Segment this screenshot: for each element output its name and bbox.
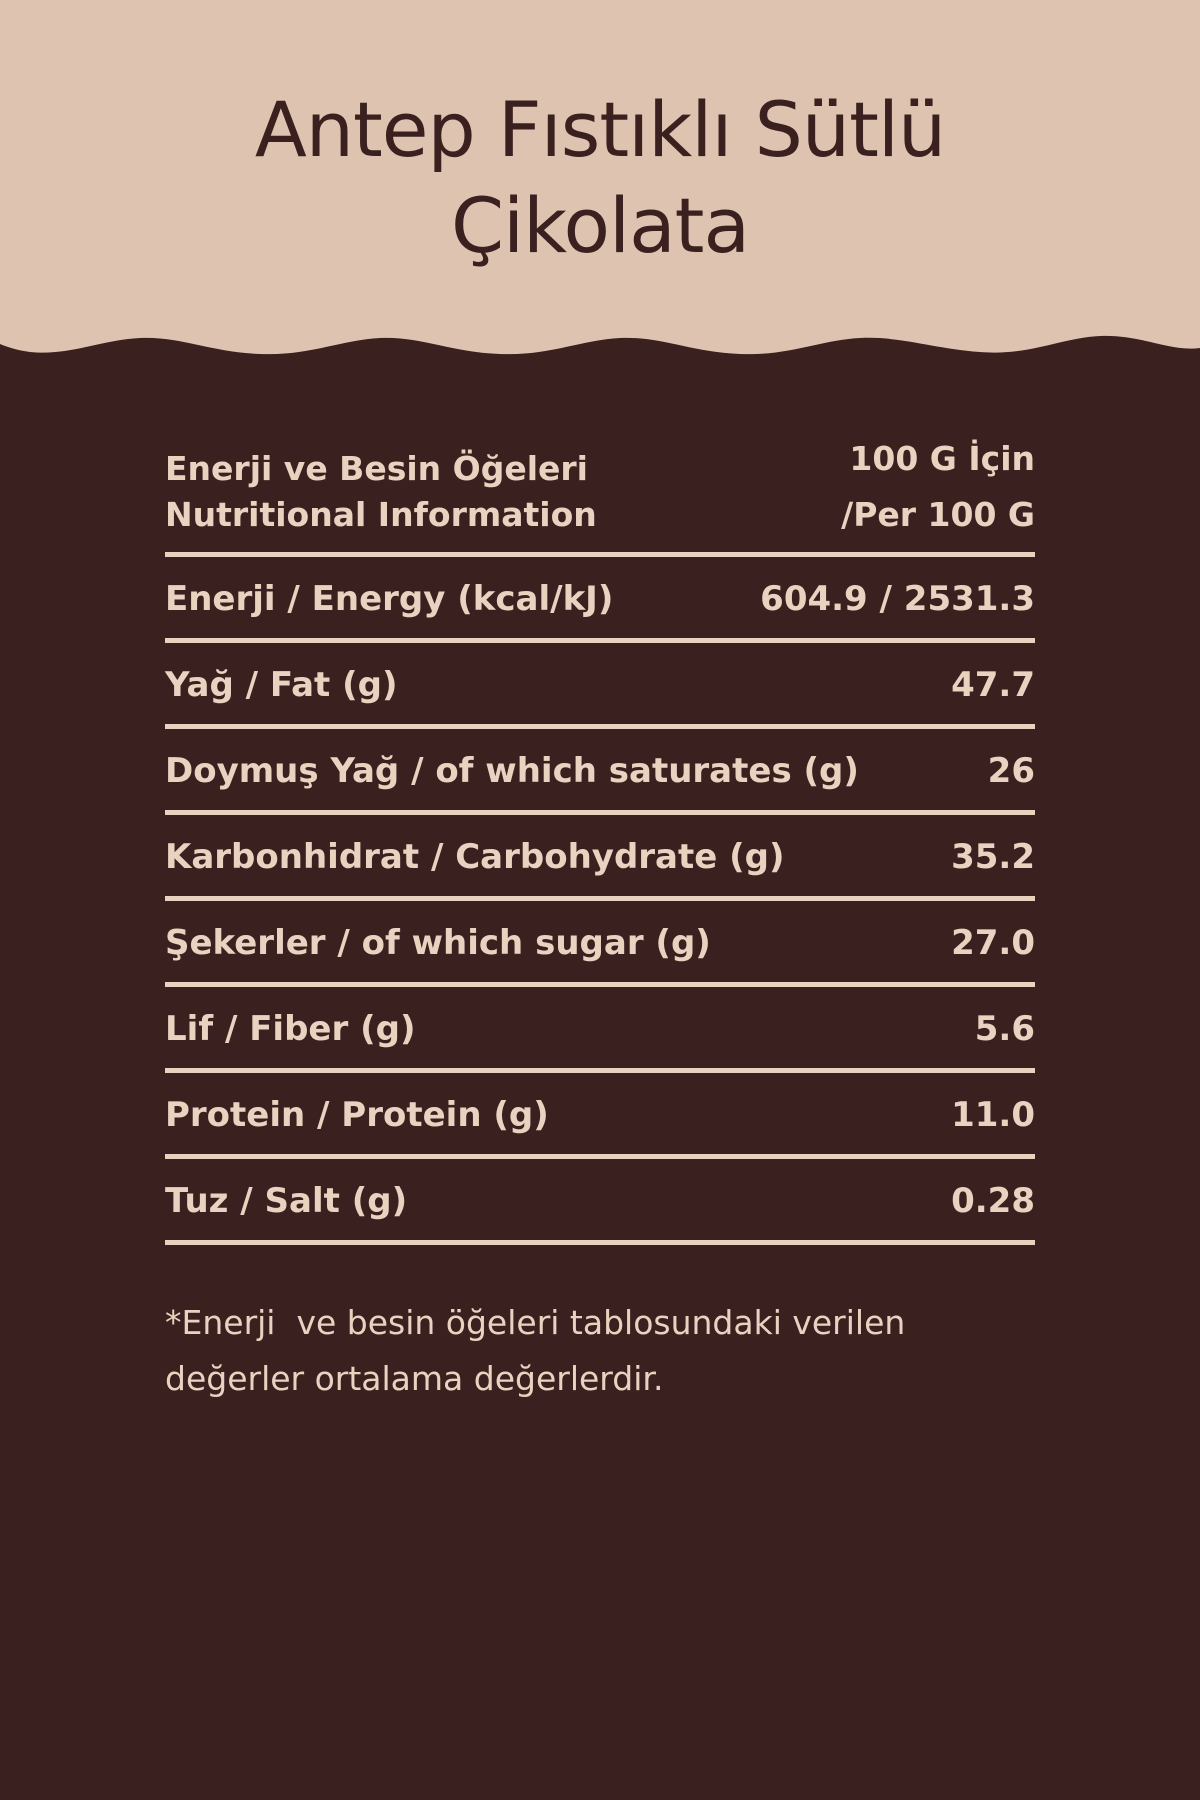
row-value: 11.0 xyxy=(951,1094,1035,1135)
table-row-salt xyxy=(165,1159,1035,1245)
header xyxy=(0,0,1200,380)
page-title xyxy=(0,82,1200,274)
nutrition-table xyxy=(165,440,1035,1245)
header-left xyxy=(165,446,597,538)
table-row-energy xyxy=(165,557,1035,643)
table-row-carbohydrate xyxy=(165,815,1035,901)
row-label: Doymuş Yağ / of which saturates (g) xyxy=(165,750,859,791)
header-right-line-2: /Per 100 G xyxy=(841,495,1035,534)
footnote-line-1: *Enerji ve besin öğeleri tablosundaki verilen xyxy=(165,1303,906,1342)
row-label: Tuz / Salt (g) xyxy=(165,1180,408,1221)
title-line-2: Çikolata xyxy=(450,181,750,270)
row-label: Enerji / Energy (kcal/kJ) xyxy=(165,578,614,619)
footnote-line-2: değerler ortalama değerlerdir. xyxy=(165,1359,664,1398)
header-left-line-2: Nutritional Information xyxy=(165,495,597,534)
header-right-line-1: 100 G İçin xyxy=(849,439,1035,478)
header-right xyxy=(841,436,1035,538)
footnote xyxy=(165,1295,1045,1407)
row-label: Protein / Protein (g) xyxy=(165,1094,549,1135)
table-row-saturates xyxy=(165,729,1035,815)
table-row-fat xyxy=(165,643,1035,729)
row-value: 5.6 xyxy=(974,1008,1035,1049)
row-value: 27.0 xyxy=(951,922,1035,963)
row-label: Yağ / Fat (g) xyxy=(165,664,398,705)
row-value: 0.28 xyxy=(951,1180,1035,1221)
row-value: 47.7 xyxy=(951,664,1035,705)
row-value: 26 xyxy=(987,750,1035,791)
row-label: Karbonhidrat / Carbohydrate (g) xyxy=(165,836,785,877)
row-label: Şekerler / of which sugar (g) xyxy=(165,922,711,963)
row-label: Lif / Fiber (g) xyxy=(165,1008,416,1049)
table-row-sugar xyxy=(165,901,1035,987)
header-left-line-1: Enerji ve Besin Öğeleri xyxy=(165,449,588,488)
nutrition-table-header xyxy=(165,440,1035,557)
row-value: 604.9 / 2531.3 xyxy=(760,578,1035,619)
row-value: 35.2 xyxy=(951,836,1035,877)
table-row-fiber xyxy=(165,987,1035,1073)
title-line-1: Antep Fıstıklı Sütlü xyxy=(254,85,946,174)
table-row-protein xyxy=(165,1073,1035,1159)
